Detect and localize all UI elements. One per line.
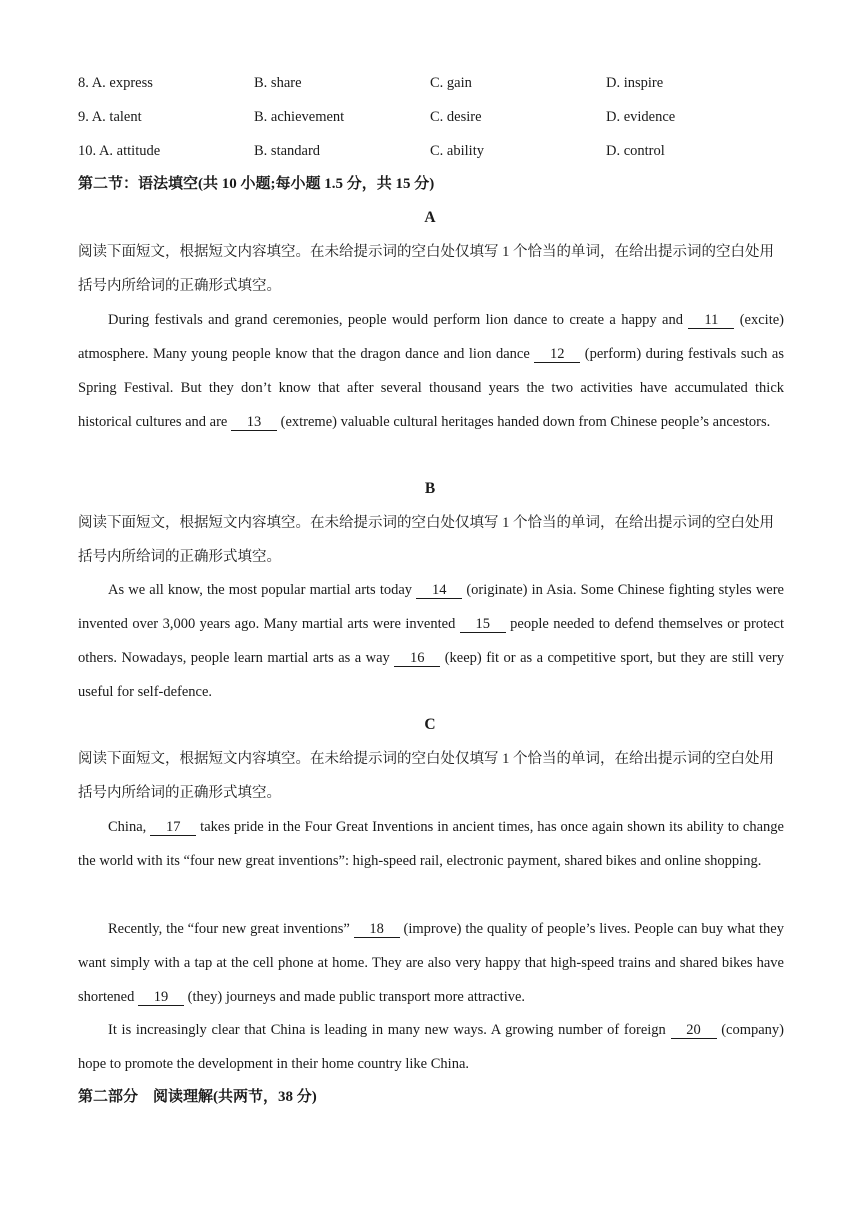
part-heading: 第二部分 阅读理解(共两节，38 分) [78, 1089, 317, 1105]
option-row-9 [78, 107, 784, 127]
text-run: (keep) fit or as a competitive sport, but they are still very useful for self-defence. [78, 650, 784, 700]
blank-16[interactable]: 16 [394, 650, 440, 667]
blank-15[interactable]: 15 [460, 616, 506, 633]
text-run: As we all know, the most popular martial arts today [108, 582, 417, 598]
blank-13[interactable]: 13 [231, 414, 277, 431]
option-a: 8. A. express [78, 75, 153, 91]
text-run: Recently, the “four new great inventions” [108, 921, 354, 937]
passage-label-b: B [424, 480, 436, 497]
passage-c-paragraph-3 [78, 1013, 784, 1081]
option-row-8 [78, 73, 784, 93]
text-run: (company) hope to promote the development in their home country like China. [78, 1022, 784, 1072]
option-b: B. achievement [254, 109, 345, 125]
passage-c-paragraph-2 [78, 912, 784, 1014]
blank-17[interactable]: 17 [150, 819, 196, 836]
blank-19[interactable]: 19 [138, 989, 184, 1006]
option-b: B. standard [254, 143, 321, 159]
blank-18[interactable]: 18 [354, 921, 400, 938]
option-d: D. inspire [606, 75, 664, 91]
text-run: (they) journeys and made public transport more attractive. [184, 989, 526, 1005]
option-a: 9. A. talent [78, 109, 142, 125]
option-b: B. share [254, 75, 302, 91]
option-c: C. ability [430, 143, 484, 159]
passage-a-paragraph [78, 303, 784, 439]
passage-label-a: A [424, 209, 436, 226]
text-run: It is increasingly clear that China is leading in many new ways. A growing number of foreign [108, 1022, 671, 1038]
text-run: China, [108, 819, 151, 835]
option-c: C. gain [430, 75, 472, 91]
option-d: D. control [606, 143, 665, 159]
text-run: (excite) atmosphere. Many young people know that the dragon dance and lion dance [78, 312, 784, 362]
passage-instruction: 阅读下面短文，根据短文内容填空。在未给提示词的空白处仅填写 1 个恰当的单词，在给出提示词的空白处用括号内所给词的正确形式填空。 [78, 751, 774, 801]
passage-c-paragraph-1 [78, 810, 784, 878]
text-run: (perform) during festivals such as Spring Festival. But they don’t know that after several thousand years the two activities have accumulated thick historical cultures and are [78, 346, 784, 430]
blank-11[interactable]: 11 [688, 312, 734, 329]
text-run: people needed to defend themselves or protect others. Nowadays, people learn martial arts as a way [78, 616, 784, 666]
text-run: (extreme) valuable cultural heritages handed down from Chinese people’s ancestors. [277, 414, 771, 430]
blank-12[interactable]: 12 [534, 346, 580, 363]
text-run: During festivals and grand ceremonies, people would perform lion dance to create a happy and [108, 312, 689, 328]
passage-b-paragraph [78, 573, 784, 709]
blank-14[interactable]: 14 [416, 582, 462, 599]
option-d: D. evidence [606, 109, 676, 125]
text-run: (originate) in Asia. Some Chinese fighting styles were invented over 3,000 years ago. Many martial arts were invented [78, 582, 784, 632]
text-run: takes pride in the Four Great Inventions in ancient times, has once again shown its ability to change the world with its “four new great inventions”: high-speed rail, electronic payment, shared bikes and online shopping. [78, 819, 784, 869]
option-c: C. desire [430, 109, 482, 125]
passage-instruction: 阅读下面短文，根据短文内容填空。在未给提示词的空白处仅填写 1 个恰当的单词，在给出提示词的空白处用括号内所给词的正确形式填空。 [78, 515, 774, 565]
section-heading: 第二节：语法填空(共 10 小题;每小题 1.5 分，共 15 分) [78, 176, 435, 192]
blank-20[interactable]: 20 [671, 1022, 717, 1039]
passage-instruction: 阅读下面短文，根据短文内容填空。在未给提示词的空白处仅填写 1 个恰当的单词，在给出提示词的空白处用括号内所给词的正确形式填空。 [78, 244, 774, 294]
option-a: 10. A. attitude [78, 143, 161, 159]
option-row-10 [78, 141, 784, 161]
passage-label-c: C [424, 716, 436, 733]
text-run: (improve) the quality of people’s lives. People can buy what they want simply with a tap at the cell phone at home. They are also very happy that high-speed trains and shared bikes have shortened [78, 921, 784, 1005]
